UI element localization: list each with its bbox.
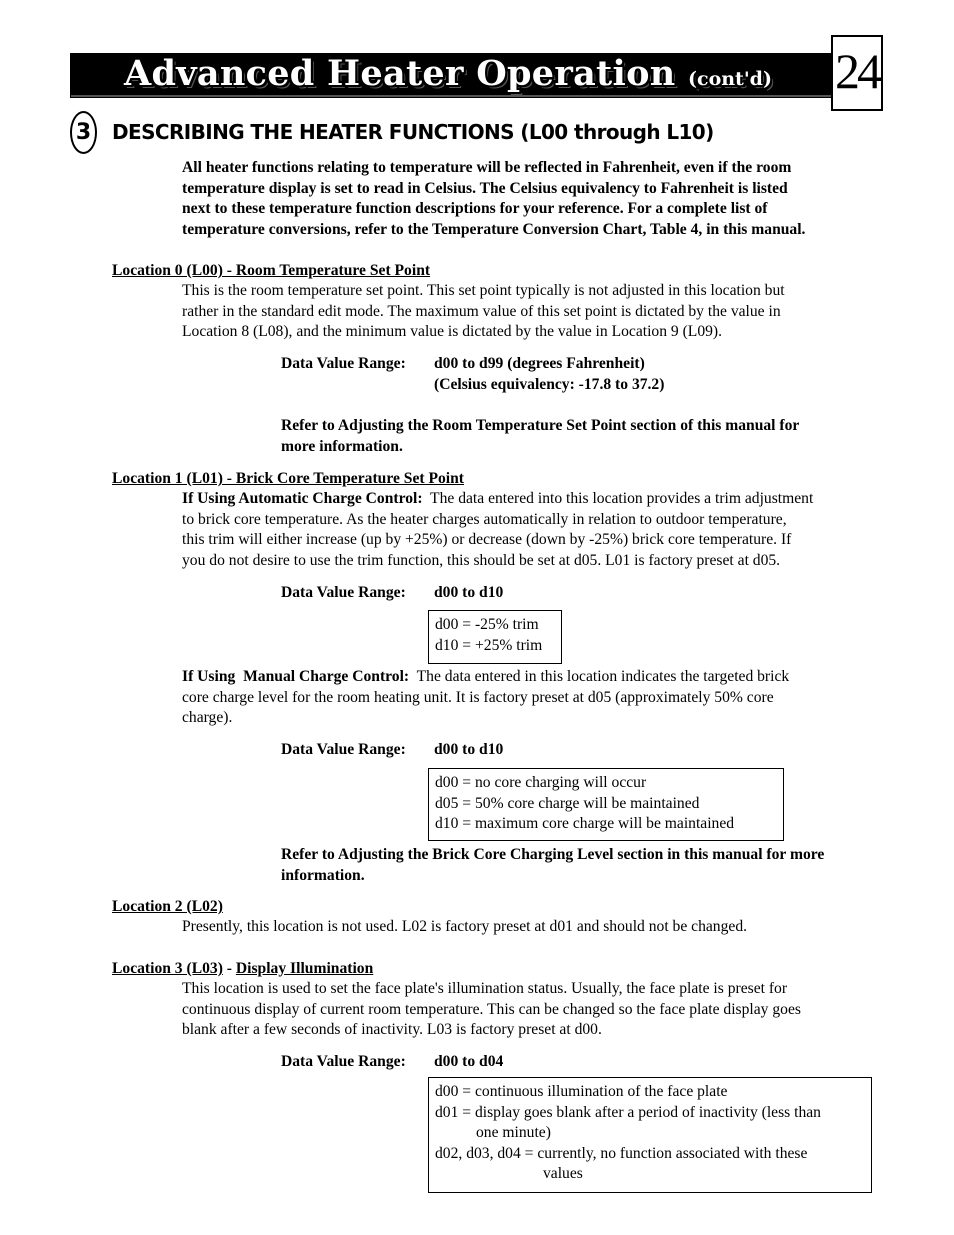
body-line: This is the room temperature set point. This set point typically is not adjusted in this location but <box>182 282 785 299</box>
auto-line-1: The data entered into this location provides a trim adjustment <box>422 490 814 507</box>
loc3-heading <box>112 959 373 980</box>
loc0-heading: Location 0 (L00) - Room Temperature Set Point <box>112 262 431 279</box>
body-line: you do not desire to use the trim function, this should be set at d05. L01 is factory preset at d05. <box>182 551 781 569</box>
page-title <box>124 51 772 97</box>
range-value-line: d00 to d99 (degrees Fahrenheit) <box>434 355 645 372</box>
value-line: d02, d03, d04 = currently, no function associated with these <box>435 1144 808 1162</box>
value-line: d00 = continuous illumination of the face plate <box>435 1083 728 1100</box>
loc2-body: Presently, this location is not used. L02 is factory preset at d01 and should not be changed. <box>182 918 748 935</box>
loc0-body <box>182 281 785 343</box>
value-line: one minute) <box>476 1124 551 1142</box>
loc0-refer-note <box>281 416 799 457</box>
page-number: 24 <box>835 43 879 99</box>
loc3-range-label: Data Value Range: <box>281 1053 406 1070</box>
intro-line: temperature display is set to read in Celsius. The Celsius equivalency to Fahrenheit is listed <box>182 179 788 197</box>
loc3-heading-prefix: Location 3 (L03) <box>112 960 223 977</box>
body-line: this trim will either increase (up by +25%) or decrease (down by -25%) brick core temperature. If <box>182 531 792 549</box>
body-line: blank after a few seconds of inactivity. L03 is factory preset at d00. <box>182 1021 602 1039</box>
intro-line: temperature conversions, refer to the Temperature Conversion Chart, Table 4, in this manual. <box>182 220 806 238</box>
body-line: Location 8 (L08), and the minimum value is dictated by the value in Location 9 (L09). <box>182 323 723 341</box>
loc3-value-box <box>428 1077 872 1193</box>
page-title-text: Advanced Heater Operation <box>124 53 676 94</box>
body-line: to brick core temperature. As the heater charges automatically in relation to outdoor temperature, <box>182 510 787 528</box>
loc1-heading: Location 1 (L01) - Brick Core Temperature Set Point <box>112 470 464 487</box>
manual-line-1: The data entered in this location indicates the targeted brick <box>409 668 790 685</box>
loc1-range-label: Data Value Range: <box>281 584 406 601</box>
loc1-auto-paragraph <box>182 489 813 571</box>
body-line <box>182 489 813 510</box>
auto-lead: If Using Automatic Charge Control: <box>182 490 423 507</box>
body-line: rather in the standard edit mode. The maximum value of this set point is dictated by the value in <box>182 302 781 320</box>
loc1-range2-label: Data Value Range: <box>281 741 406 758</box>
value-line: d10 = +25% trim <box>435 636 543 654</box>
page-title-suffix: (cont'd) <box>688 68 772 90</box>
refer-line: more information. <box>281 437 403 455</box>
value-line: d00 = no core charging will occur <box>435 774 647 791</box>
loc0-range-label: Data Value Range: <box>281 355 406 372</box>
value-line: values <box>543 1165 583 1183</box>
value-line: d05 = 50% core charge will be maintained <box>435 794 700 812</box>
loc0-range-value <box>434 354 664 395</box>
value-line: d00 = -25% trim <box>435 616 539 633</box>
loc1-manual-paragraph <box>182 667 789 729</box>
range-value-line: (Celsius equivalency: -17.8 to 37.2) <box>434 375 665 393</box>
intro-paragraph <box>182 158 805 240</box>
loc1-refer-note <box>281 845 824 886</box>
section-title: DESCRIBING THE HEATER FUNCTIONS (L00 through L10) <box>112 120 714 144</box>
loc3-body <box>182 979 801 1041</box>
refer-line: Refer to Adjusting the Brick Core Charging Level section in this manual for more <box>281 846 825 863</box>
refer-line: information. <box>281 866 365 884</box>
refer-line: Refer to Adjusting the Room Temperature Set Point section of this manual for <box>281 417 800 434</box>
body-line: charge). <box>182 709 233 727</box>
loc1-auto-value-box <box>428 610 562 664</box>
loc3-heading-sep: - <box>222 960 236 977</box>
loc1-manual-value-box <box>428 768 784 841</box>
loc1-range2-value: d00 to d10 <box>434 741 504 758</box>
step-number-badge: 3 <box>70 111 97 154</box>
body-line: continuous display of current room temperature. This can be changed so the face plate display goes <box>182 1000 801 1018</box>
intro-line: next to these temperature function descriptions for your reference. For a complete list of <box>182 200 768 218</box>
body-line <box>182 667 789 688</box>
body-line: This location is used to set the face plate's illumination status. Usually, the face plate is preset for <box>182 980 788 997</box>
loc3-range-value: d00 to d04 <box>434 1053 504 1070</box>
body-line: core charge level for the room heating unit. It is factory preset at d05 (approximately 50% core <box>182 688 774 706</box>
value-line: d01 = display goes blank after a period of inactivity (less than <box>435 1103 821 1121</box>
loc3-heading-suffix: Display Illumination <box>235 960 374 977</box>
loc2-heading: Location 2 (L02) <box>112 898 223 915</box>
loc1-range-value: d00 to d10 <box>434 584 504 601</box>
intro-line: All heater functions relating to temperature will be reflected in Fahrenheit, even if the room <box>182 159 792 176</box>
value-line: d10 = maximum core charge will be maintained <box>435 815 735 833</box>
manual-lead: If Using Manual Charge Control: <box>182 668 410 685</box>
